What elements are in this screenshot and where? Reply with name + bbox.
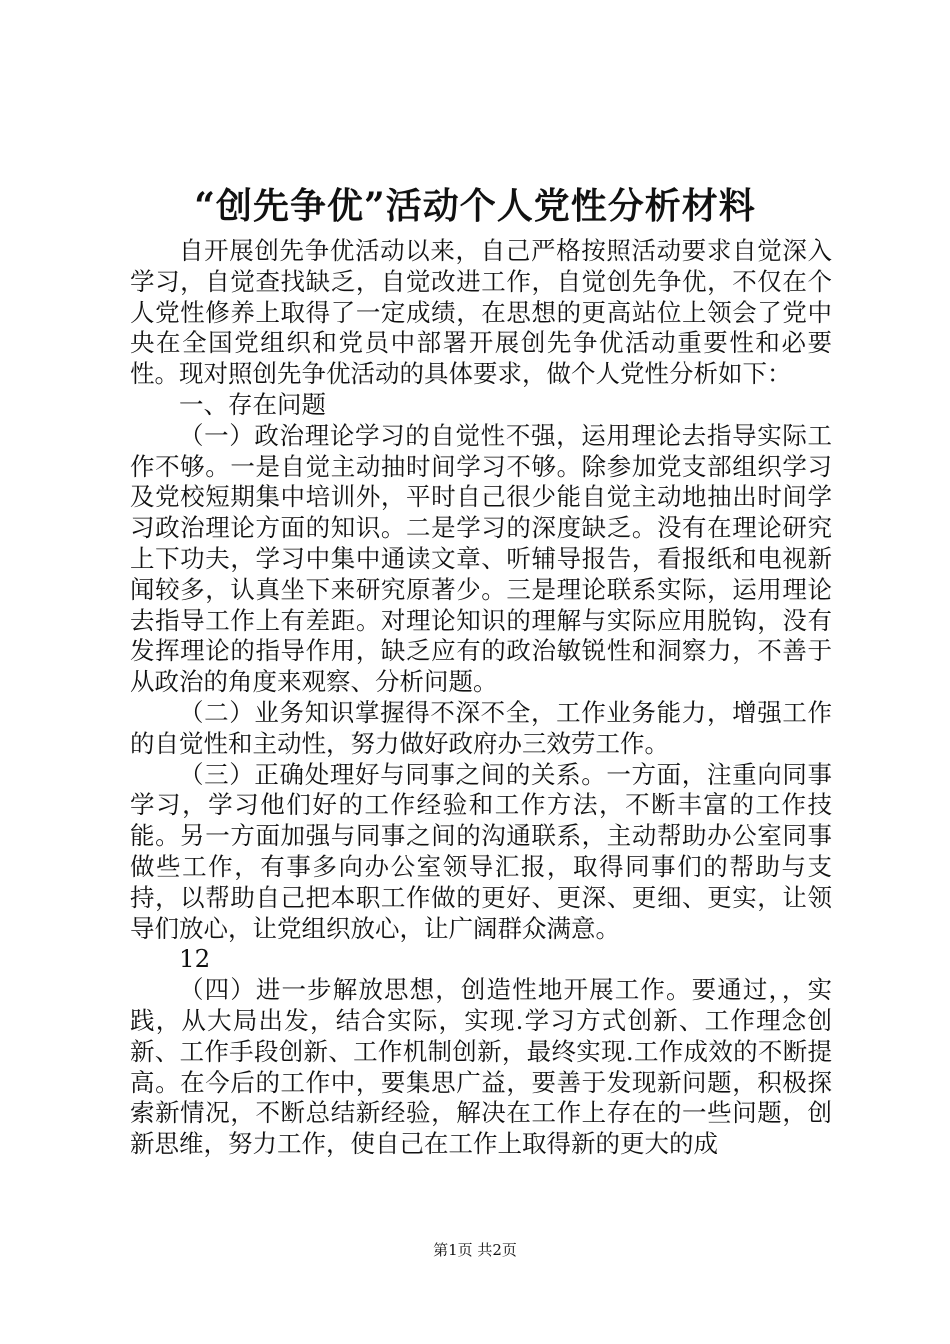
paragraph-item-1: （一）政治理论学习的自觉性不强，运用理论去指导实际工作不够。一是自觉主动抽时间学习不够。除参加党支部组织学习及党校短期集中培训外，平时自己很少能自觉主动地抽出时间学习政治理论方面的知识。二是学习的深度缺乏。没有在理论研究上下功夫，学习中集中通读文章、听辅导报告，看报纸和电视新闻较多，认真坐下来研究原著少。三是理论联系实际，运用理论去指导工作上有差距。对理论知识的理解与实际应用脱钩，没有发挥理论的指导作用，缺乏应有的政治敏锐性和洞察力，不善于从政治的角度来观察、分析问题。 xyxy=(130,420,832,697)
paragraph-item-3: （三）正确处理好与同事之间的关系。一方面，注重向同事学习，学习他们好的工作经验和工作方法，不断丰富的工作技能。另一方面加强与同事之间的沟通联系，主动帮助办公室同事做些工作，有事多向办公室领导汇报，取得同事们的帮助与支持，以帮助自己把本职工作做的更好、更深、更细、更实，让领导们放心，让党组织放心，让广阔群众满意。 xyxy=(130,759,832,943)
intro-paragraph: 自开展创先争优活动以来，自己严格按照活动要求自觉深入学习，自觉查找缺乏，自觉改进工作，自觉创先争优，不仅在个人党性修养上取得了一定成绩，在思想的更高站位上领会了党中央在全国党组织和党员中部署开展创先争优活动重要性和必要性。现对照创先争优活动的具体要求，做个人党性分析如下： xyxy=(130,236,832,389)
paragraph-item-2: （二）业务知识掌握得不深不全，工作业务能力，增强工作的自觉性和主动性，努力做好政府办三效劳工作。 xyxy=(130,697,832,758)
document-title: “创先争优”活动个人党性分析材料 xyxy=(194,185,756,227)
section-heading: 一、存在问题 xyxy=(179,389,326,419)
stray-number: 12 xyxy=(179,944,211,974)
page-footer: 第1页 共2页 xyxy=(433,1241,517,1259)
document-body xyxy=(130,236,832,1160)
paragraph-item-4: （四）进一步解放思想，创造性地开展工作。要通过，，实践，从大局出发，结合实际，实现.学习方式创新、工作理念创新、工作手段创新、工作机制创新，最终实现.工作成效的不断提高。在今后的工作中，要集思广益，要善于发现新问题，积极探索新情况，不断总结新经验，解决在工作上存在的一些问题，创新思维，努力工作，使自己在工作上取得新的更大的成 xyxy=(130,975,832,1159)
